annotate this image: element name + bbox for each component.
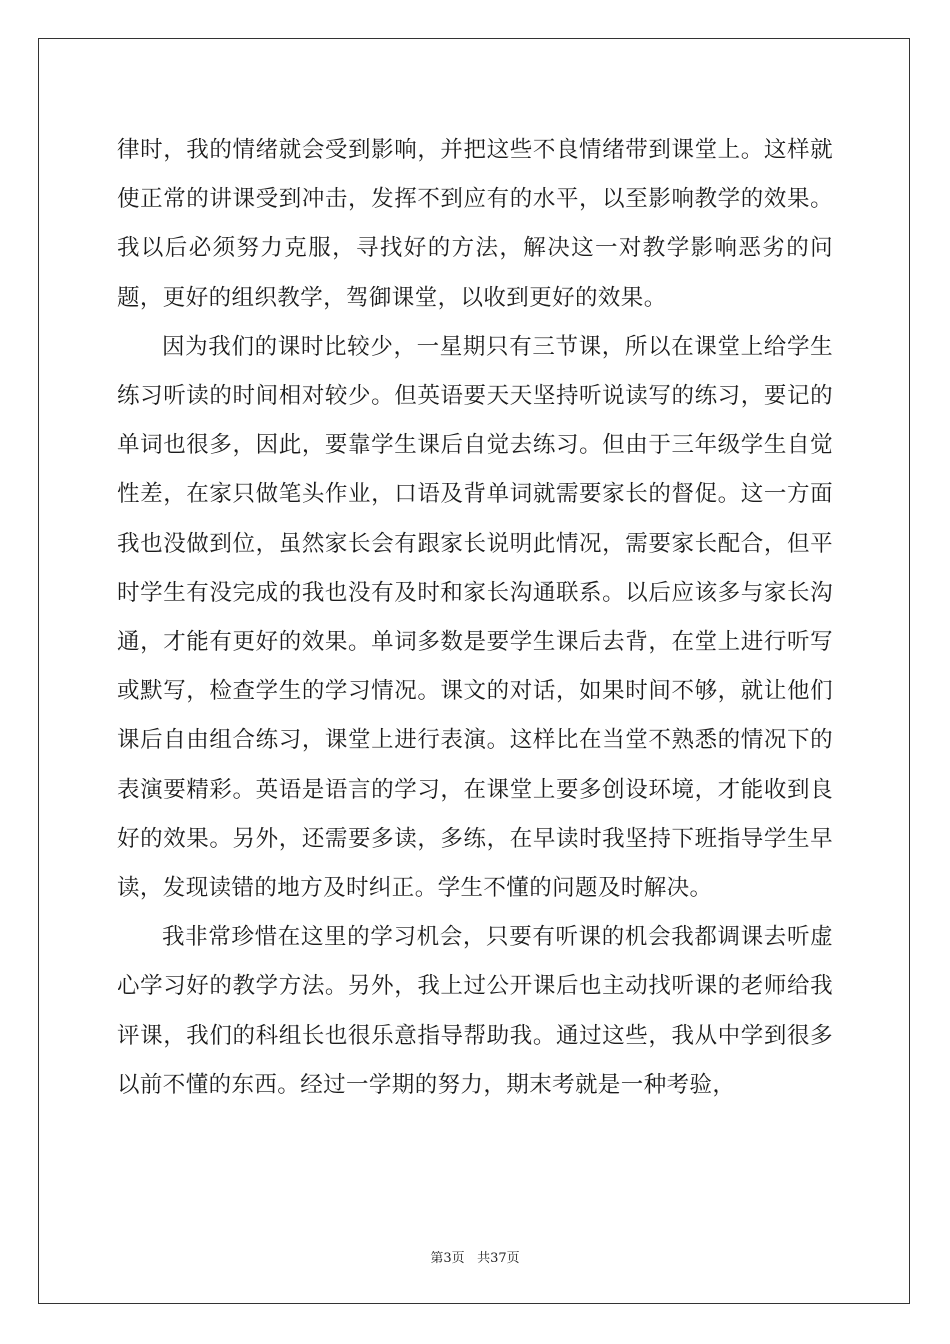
text-line: 因为我们的课时比较少，一星期只有三节课，所以在课堂上给学 <box>162 333 811 360</box>
page-footer <box>0 1247 950 1266</box>
text-line: 创设环境，才能收到良好的效果。另外，还需要多读，多练，在早读 <box>117 776 833 852</box>
paragraph <box>117 323 833 913</box>
text-line: 时我坚持下班指导学生早读，发现读错的地方及时纠正。学生不懂的 <box>117 825 833 902</box>
text-line: 律时，我的情绪就会受到影响，并把这些不良情绪带到课堂上。这样 <box>117 137 811 163</box>
text-line: 堂不熟悉的情况下的表演要精彩。英语是语言的学习，在课堂上要多 <box>117 727 833 803</box>
paragraph <box>117 126 833 323</box>
text-line: 果。我以后必须努力克服，寻找好的方法，解决这一对教学影响恶劣 <box>117 186 833 262</box>
text-line: 的问题，更好的组织教学，驾御课堂，以收到更好的效果。 <box>117 235 833 311</box>
text-line: 问题及时解决。 <box>552 875 713 902</box>
text-line: 给我评课，我们的科组长也很乐意指导帮助我。通过这些，我从中学 <box>117 973 833 1049</box>
text-line: 虚心学习好的教学方法。另外，我上过公开课后也主动找听课的老师 <box>117 924 833 1000</box>
text-line: 这一方面我也没做到位，虽然家长会有跟家长说明此情况，需要家长 <box>117 481 833 557</box>
paragraph <box>117 913 833 1110</box>
text-line: 生自觉性差，在家只做笔头作业，口语及背单词就需要家长的督促。 <box>117 432 833 508</box>
text-line: 生练习听读的时间相对较少。但英语要天天坚持听说读写的练习，要 <box>117 333 833 410</box>
text-line: 配合，但平时学生有没完成的我也没有及时和家长沟通联系。以后应 <box>117 530 833 606</box>
text-line: 间不够，就让他们课后自由组合练习，课堂上进行表演。这样比在当 <box>117 678 833 754</box>
text-line: 该多与家长沟通，才能有更好的效果。单词多数是要学生课后去背， <box>117 579 833 656</box>
page-number: 第3页 <box>430 1251 465 1266</box>
text-line: 就使正常的讲课受到冲击，发挥不到应有的水平，以至影响教学的效 <box>117 137 833 213</box>
total-pages: 共37页 <box>477 1251 520 1266</box>
text-line: 在堂上进行听写或默写，检查学生的学习情况。课文的对话，如果时 <box>117 629 833 705</box>
text-line: 到很多以前不懂的东西。经过一学期的努力，期末考就是一种考验， <box>117 1022 833 1098</box>
document-body <box>117 126 833 1110</box>
text-line: 我非常珍惜在这里的学习机会，只要有听课的机会我都调课去听 <box>162 924 811 951</box>
text-line: 记的单词也很多，因此，要靠学生课后自觉去练习。但由于三年级学 <box>117 383 833 459</box>
